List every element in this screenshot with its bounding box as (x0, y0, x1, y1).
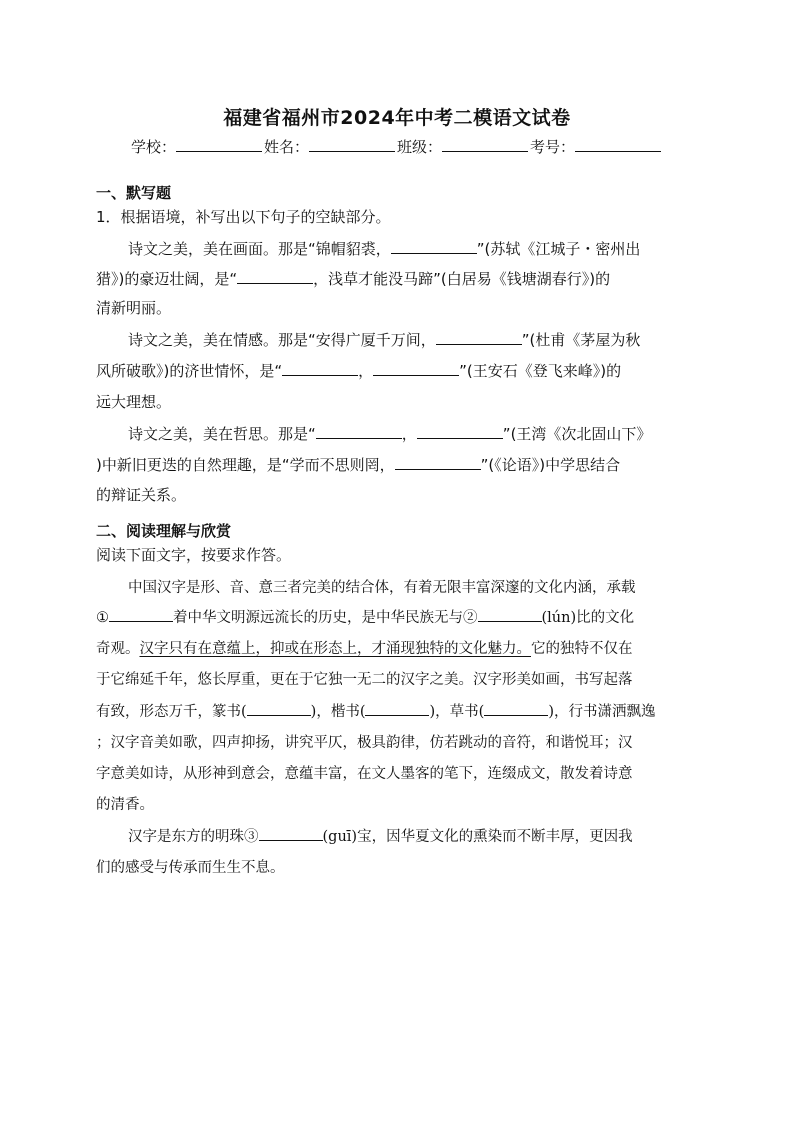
answer-blank[interactable] (395, 454, 481, 470)
paragraph-line: 远大理想。 (96, 393, 172, 411)
student-info-row (0, 136, 794, 157)
text-segment: ”(王湾《次北固山下》 (502, 425, 652, 443)
text-segment: )，行书潇洒飘逸 (548, 704, 656, 720)
text-segment: 奇观。 (96, 641, 140, 657)
text-segment: 汉字是东方的明珠③ (128, 829, 259, 845)
text-segment: ”(杜甫《茅屋为秋 (521, 331, 641, 349)
text-segment: 猎》)的豪迈壮阔，是“ (96, 270, 238, 288)
paragraph-line (128, 238, 698, 259)
reading-line: 们的感受与传承而生生不息。 (96, 860, 285, 876)
section-2-heading: 二、阅读理解与欣赏 (96, 522, 232, 540)
paragraph-line: 的辩证关系。 (96, 486, 187, 504)
paragraph-line: 清新明丽。 (96, 299, 172, 317)
paragraph-line (128, 423, 698, 444)
text-segment: ”(《论语》)中学思结合 (480, 456, 621, 474)
reading-instruction: 阅读下面文字，按要求作答。 (96, 546, 292, 564)
section-1-heading: 一、默写题 (96, 184, 172, 202)
text-segment: 有致，形态万千，篆书( (96, 704, 247, 720)
name-blank[interactable] (309, 137, 395, 152)
answer-blank[interactable] (373, 360, 459, 376)
school-label: 学校： (130, 138, 176, 156)
reading-line: 的清香。 (96, 797, 154, 813)
paragraph-line (96, 360, 698, 381)
text-segment: 诗文之美，美在哲思。那是“ (128, 425, 316, 443)
reading-line: 中国汉字是形、音、意三者完美的结合体，有着无限丰富深邃的文化内涵，承载 (128, 580, 636, 596)
text-segment: ”(苏轼《江城子・密州出 (476, 240, 641, 258)
text-segment: ”(王安石《登飞来峰》)的 (459, 362, 622, 380)
exam-no-label: 考号： (530, 138, 576, 156)
paragraph-line (96, 268, 698, 289)
text-segment: (lún)比的文化 (541, 610, 635, 626)
text-segment: )，楷书( (310, 704, 366, 720)
text-segment: 诗文之美，美在情感。那是“安得广厦千万间， (128, 331, 436, 349)
page-title: 福建省福州市2024年中考二模语文试卷 (223, 107, 571, 129)
text-segment: ，浅草才能没马蹄”(白居易《钱塘湖春行》)的 (313, 270, 611, 288)
answer-blank[interactable] (237, 268, 313, 284)
text-segment: ① (96, 610, 109, 626)
school-blank[interactable] (176, 137, 262, 152)
text-segment: 诗文之美，美在画面。那是“锦帽貂裘， (128, 240, 391, 258)
answer-blank[interactable] (484, 700, 548, 716)
paragraph-line (128, 329, 698, 350)
reading-line: ；汉字音美如歌，四声抑扬，讲究平仄，极具韵律，仿若跳动的音符，和谐悦耳；汉 (96, 735, 633, 751)
paragraph-line (96, 454, 698, 475)
reading-line (96, 606, 698, 627)
text-segment: 风所破歌》)的济世情怀，是“ (96, 362, 283, 380)
reading-line (96, 700, 698, 721)
answer-blank[interactable] (282, 360, 358, 376)
answer-blank[interactable] (478, 606, 542, 622)
answer-blank[interactable] (417, 423, 503, 439)
text-segment: 它的独特不仅在 (531, 641, 633, 657)
question-1-prompt: 1．根据语境，补写出以下句子的空缺部分。 (96, 208, 391, 226)
text-segment: ， (358, 362, 374, 380)
text-segment: 着中华文明源远流长的历史，是中华民族无与② (173, 610, 478, 626)
answer-blank[interactable] (247, 700, 311, 716)
reading-line: 字意美如诗，从形神到意会，意蕴丰富，在文人墨客的笔下，连缀成文，散发着诗意 (96, 766, 633, 782)
underlined-sentence: 汉字只有在意蕴上，抑或在形态上，才涌现独特的文化魅力。 (139, 641, 531, 657)
answer-blank[interactable] (436, 329, 522, 345)
exam-no-blank[interactable] (575, 137, 661, 152)
reading-line (128, 825, 698, 846)
reading-line (96, 637, 698, 658)
class-blank[interactable] (442, 137, 528, 152)
text-segment: )，草书( (429, 704, 485, 720)
answer-blank[interactable] (391, 238, 477, 254)
answer-blank[interactable] (316, 423, 402, 439)
answer-blank[interactable] (365, 700, 429, 716)
text-segment: (guī)宝，因华夏文化的熏染而不断丰厚，更因我 (322, 829, 633, 845)
reading-line: 于它绵延千年，悠长厚重，更在于它独一无二的汉字之美。汉字形美如画，书写起落 (96, 672, 633, 688)
answer-blank[interactable] (109, 606, 173, 622)
class-label: 班级： (397, 138, 443, 156)
text-segment: ， (401, 425, 417, 443)
answer-blank[interactable] (259, 825, 323, 841)
text-segment: )中新旧更迭的自然理趣，是“学而不思则罔， (96, 456, 395, 474)
name-label: 姓名： (263, 138, 309, 156)
